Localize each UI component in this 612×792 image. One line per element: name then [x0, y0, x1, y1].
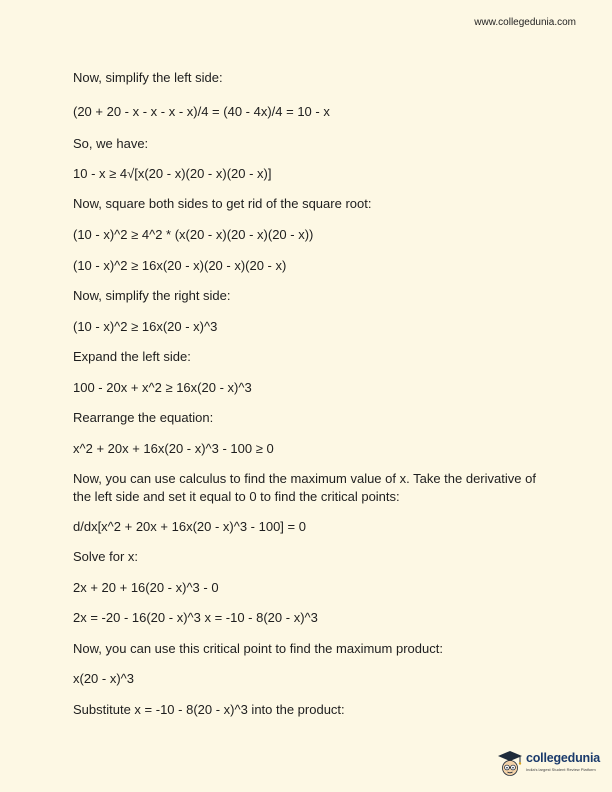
paragraph: Now, you can use calculus to find the maximum value of x. Take the derivative of the left side and set it equal to 0 to find the critical points:	[73, 471, 536, 504]
equation-line: 100 - 20x + x^2 ≥ 16x(20 - x)^3	[73, 380, 252, 395]
text-line: Rearrange the equation:	[73, 410, 214, 425]
equation-line: 2x + 20 + 16(20 - x)^3 - 0	[73, 580, 219, 595]
equation-line: x^2 + 20x + 16x(20 - x)^3 - 100 ≥ 0	[73, 441, 274, 456]
equation-line: (10 - x)^2 ≥ 16x(20 - x)(20 - x)(20 - x)	[73, 258, 287, 273]
equation-line: (10 - x)^2 ≥ 16x(20 - x)^3	[73, 319, 218, 334]
text-line: Solve for x:	[73, 549, 139, 564]
equation-line: 2x = -20 - 16(20 - x)^3 x = -10 - 8(20 - x)^3	[73, 610, 318, 625]
text-line: So, we have:	[73, 136, 149, 151]
text-line: Now, you can use this critical point to find the maximum product:	[73, 641, 443, 656]
logo-tagline: India's largest Student Review Platform	[526, 767, 596, 772]
student-mascot-icon	[496, 748, 524, 778]
text-line: Now, simplify the left side:	[73, 70, 223, 85]
equation-line: (20 + 20 - x - x - x - x)/4 = (40 - 4x)/4 = 10 - x	[73, 104, 330, 119]
equation-line: 10 - x ≥ 4√[x(20 - x)(20 - x)(20 - x)]	[73, 166, 272, 181]
text-line: Expand the left side:	[73, 349, 191, 364]
logo-name: collegedunia	[526, 751, 601, 765]
equation-line: d/dx[x^2 + 20x + 16x(20 - x)^3 - 100] = 0	[73, 519, 306, 534]
text-line: Substitute x = -10 - 8(20 - x)^3 into the product:	[73, 702, 345, 717]
header-url: www.collegedunia.com	[474, 17, 576, 28]
text-line: Now, simplify the right side:	[73, 288, 231, 303]
collegedunia-logo	[496, 748, 606, 778]
equation-line: (10 - x)^2 ≥ 4^2 * (x(20 - x)(20 - x)(20 - x))	[73, 227, 314, 242]
text-line: Now, square both sides to get rid of the square root:	[73, 196, 372, 211]
equation-line: x(20 - x)^3	[73, 671, 135, 686]
